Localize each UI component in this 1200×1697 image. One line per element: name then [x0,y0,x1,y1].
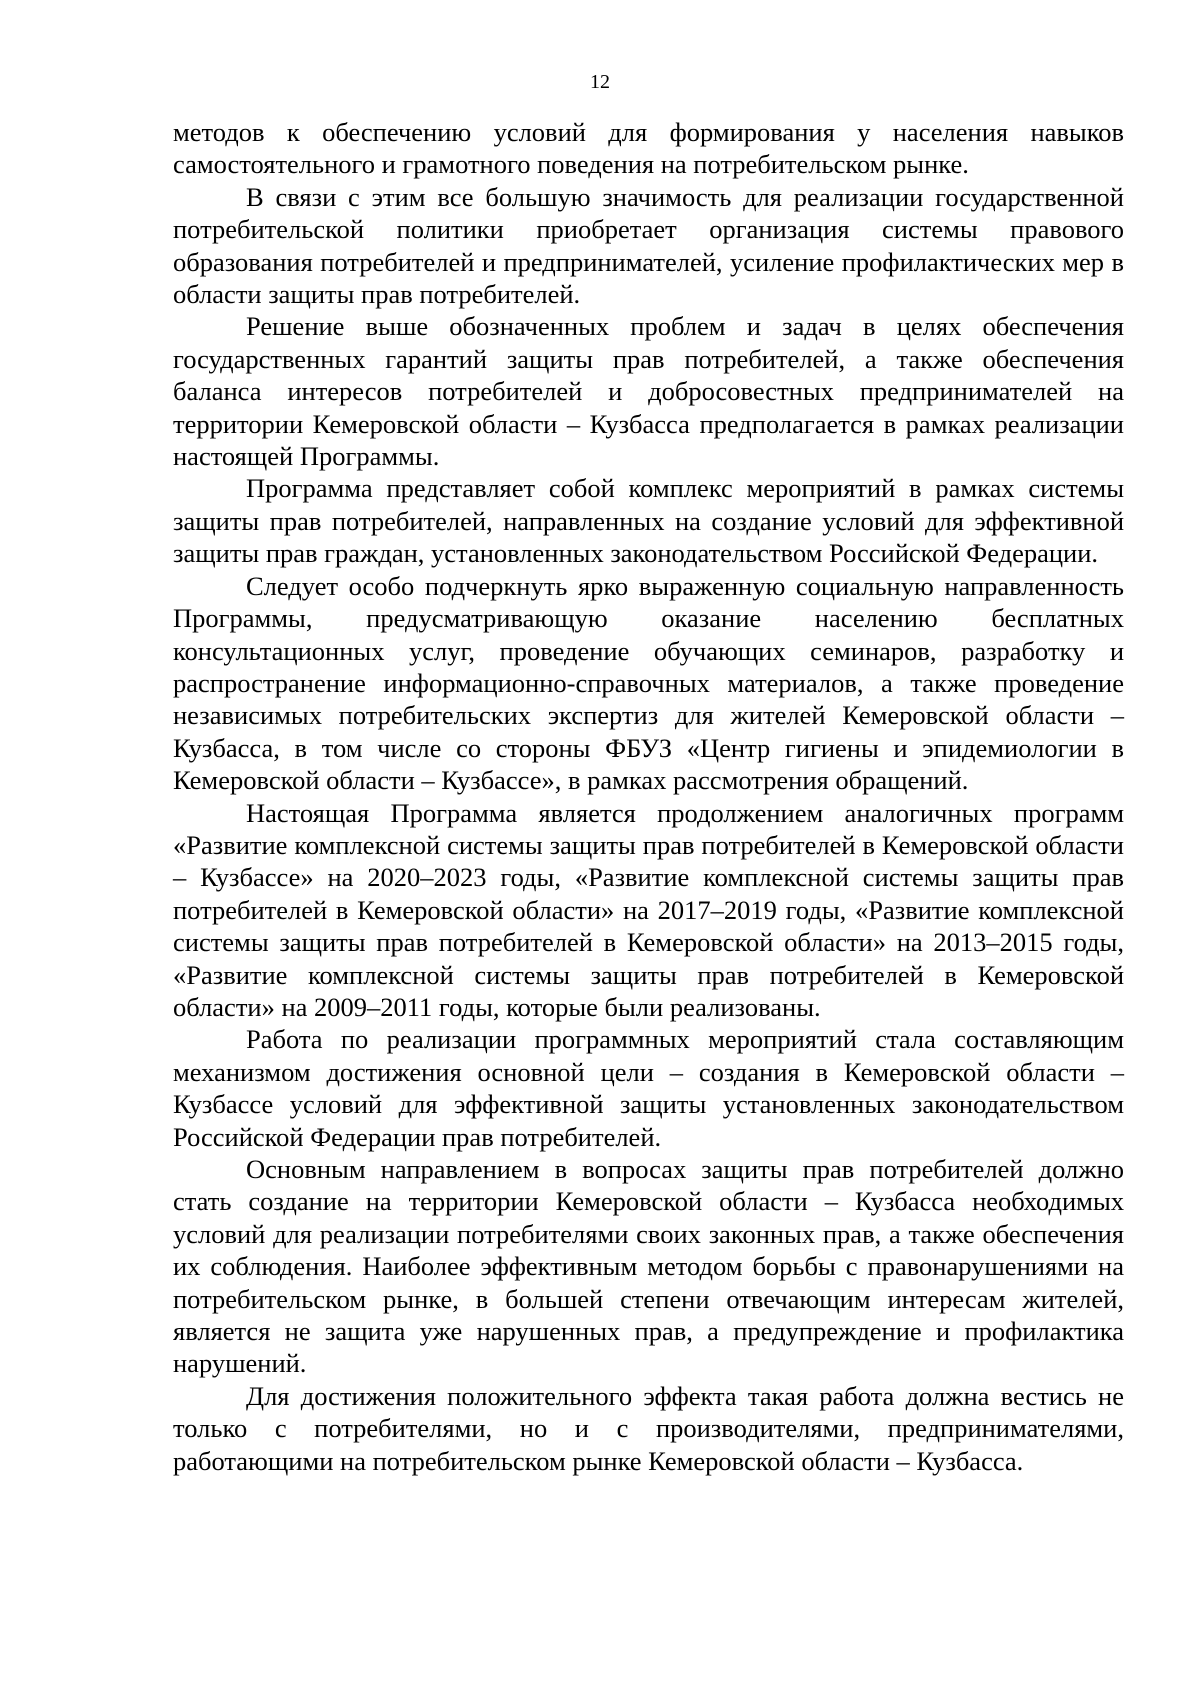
paragraph-3: Решение выше обозначенных проблем и задач в целях обеспечения государственных гарантий защиты прав потребителей, а также обеспечения баланса интересов потребителей и добросовестных предпринимателей на территории Кемеровской области – Кузбасса предполагается в рамках реализации настоящей Программы. [173,311,1124,472]
paragraph-1: методов к обеспечению условий для формирования у населения навыков самостоятельного и грамотного поведения на потребительском рынке. [173,117,1124,180]
paragraph-4: Программа представляет собой комплекс мероприятий в рамках системы защиты прав потребителей, направленных на создание условий для эффективной защиты прав граждан, установленных законодательством Российской Федерации. [173,473,1124,569]
paragraph-7: Работа по реализации программных мероприятий стала составляющим механизмом достижения основной цели – создания в Кемеровской области – Кузбассе условий для эффективной защиты установленных законодательством Российской Федерации прав потребителей. [173,1024,1124,1152]
paragraph-6: Настоящая Программа является продолжением аналогичных программ «Развитие комплексной системы защиты прав потребителей в Кемеровской области – Кузбассе» на 2020–2023 годы, «Развитие комплексной системы защиты прав потребителей в Кемеровской области» на 2017–2019 годы, «Развитие комплексной системы защиты прав потребителей в Кемеровской области» на 2013–2015 годы, «Развитие комплексной системы защиты прав потребителей в Кемеровской области» на 2009–2011 годы, которые были реализованы. [173,797,1124,1022]
page-number: 12 [590,71,610,93]
document-body [173,116,1124,1477]
paragraph-9: Для достижения положительного эффекта такая работа должна вестись не только с потребителями, но и с производителями, предпринимателями, работающими на потребительском рынке Кемеровской области – Кузбасса. [173,1380,1124,1476]
paragraph-8: Основным направлением в вопросах защиты прав потребителей должно стать создание на территории Кемеровской области – Кузбасса необходимых условий для реализации потребителями своих законных прав, а также обеспечения их соблюдения. Наиболее эффективным методом борьбы с правонарушениями на потребительском рынке, в большей степени отвечающим интересам жителей, является не защита уже нарушенных прав, а предупреждение и профилактика нарушений. [173,1154,1124,1379]
paragraph-5: Следует особо подчеркнуть ярко выраженную социальную направленность Программы, предусматривающую оказание населению бесплатных консультационных услуг, проведение обучающих семинаров, разработку и распространение информационно-справочных материалов, а также проведение независимых потребительских экспертиз для жителей Кемеровской области – Кузбасса, в том числе со стороны ФБУЗ «Центр гигиены и эпидемиологии в Кемеровской области – Кузбассе», в рамках рассмотрения обращений. [173,570,1124,796]
paragraph-2: В связи с этим все большую значимость для реализации государственной потребительской политики приобретает организация системы правового образования потребителей и предпринимателей, усиление профилактических мер в области защиты прав потребителей. [173,181,1124,310]
